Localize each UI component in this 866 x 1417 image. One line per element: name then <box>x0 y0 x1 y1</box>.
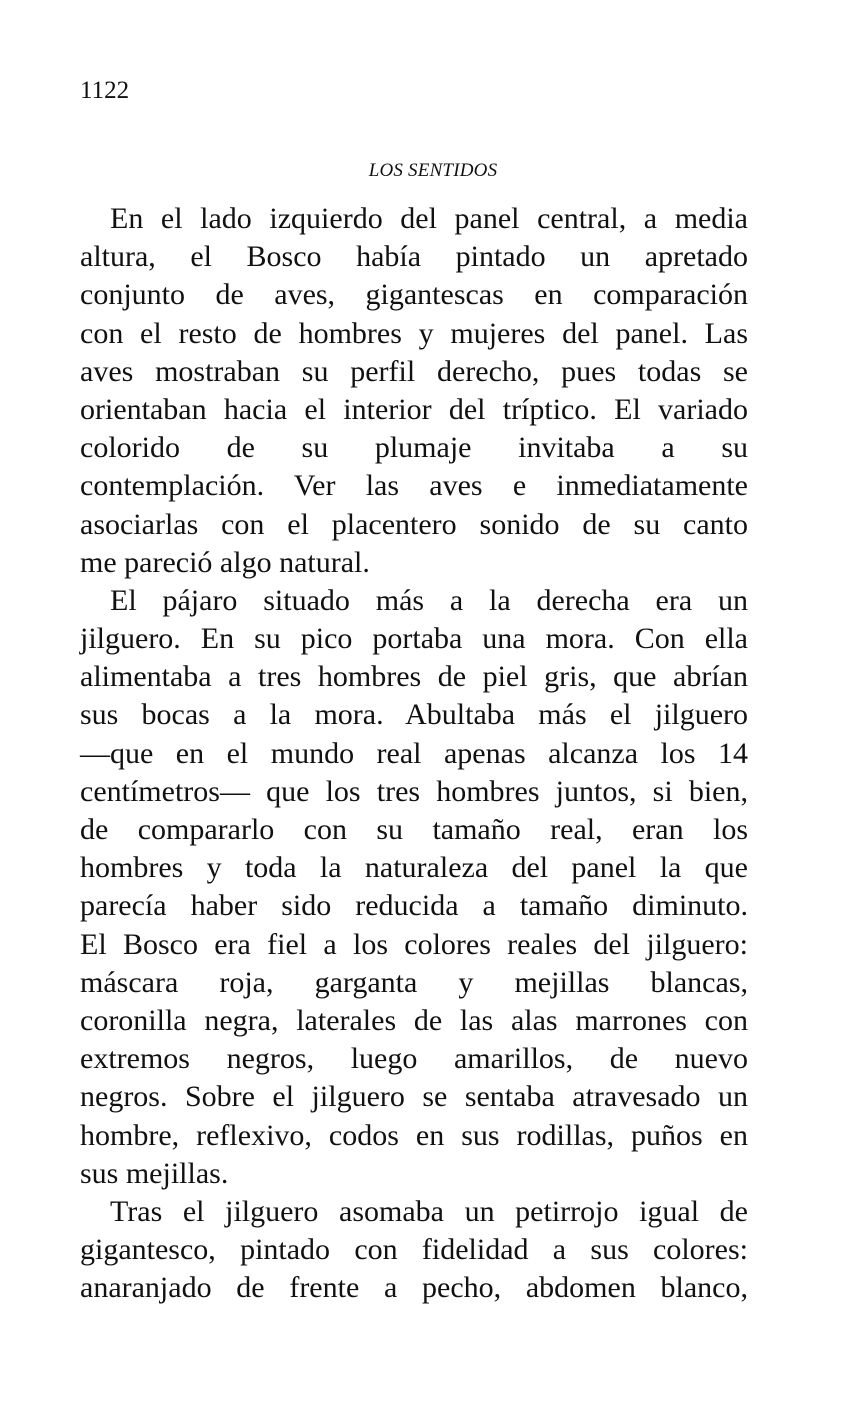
text-line: asociarlas con el placentero sonido de su canto <box>80 507 748 541</box>
text-line: Tras el jilguero asomaba un petirrojo igual de <box>110 1194 748 1228</box>
text-line: conjunto de aves, gigantescas en comparación <box>80 278 748 312</box>
text-line: alimentaba a tres hombres de piel gris, que abrían <box>80 660 748 694</box>
text-line: aves mostraban su perfil derecho, pues todas se <box>80 354 748 388</box>
text-line: con el resto de hombres y mujeres del panel. Las <box>80 316 748 350</box>
text-line: El Bosco era fiel a los colores reales del jilguero: <box>80 927 748 961</box>
text-line: coronilla negra, laterales de las alas marrones con <box>80 1003 748 1037</box>
text-line: sus bocas a la mora. Abultaba más el jilguero <box>80 698 748 732</box>
text-line: sus mejillas. <box>80 1156 229 1190</box>
text-line: En el lado izquierdo del panel central, a media <box>110 202 748 235</box>
text-line: —que en el mundo real apenas alcanza los 14 <box>80 736 748 770</box>
text-line: centímetros— que los tres hombres juntos, si bien, <box>80 774 748 808</box>
text-line: hombres y toda la naturaleza del panel la que <box>80 851 748 885</box>
running-head: LOS SENTIDOS <box>368 160 498 181</box>
text-line: máscara roja, garganta y mejillas blancas, <box>80 965 748 999</box>
text-line: me pareció algo natural. <box>80 545 370 579</box>
text-line: anaranjado de frente a pecho, abdomen blanco, <box>80 1271 748 1305</box>
text-line: altura, el Bosco había pintado un apretado <box>80 240 748 274</box>
text-line: El pájaro situado más a la derecha era un <box>110 583 748 617</box>
text-line: contemplación. Ver las aves e inmediatamente <box>80 469 748 503</box>
text-line: negros. Sobre el jilguero se sentaba atravesado un <box>80 1080 748 1114</box>
body-text <box>80 200 748 1307</box>
text-line: parecía haber sido reducida a tamaño diminuto. <box>80 889 748 923</box>
text-line: orientaban hacia el interior del tríptico. El variado <box>80 392 748 426</box>
text-line: de compararlo con su tamaño real, eran los <box>80 813 748 846</box>
text-line: extremos negros, luego amarillos, de nuevo <box>80 1042 748 1076</box>
text-line: gigantesco, pintado con fidelidad a sus colores: <box>80 1233 748 1267</box>
page-number: 1122 <box>80 77 130 104</box>
text-line: jilguero. En su pico portaba una mora. Con ella <box>80 622 748 656</box>
text-line: colorido de su plumaje invitaba a su <box>80 431 748 465</box>
text-line: hombre, reflexivo, codos en sus rodillas, puños en <box>80 1118 748 1152</box>
